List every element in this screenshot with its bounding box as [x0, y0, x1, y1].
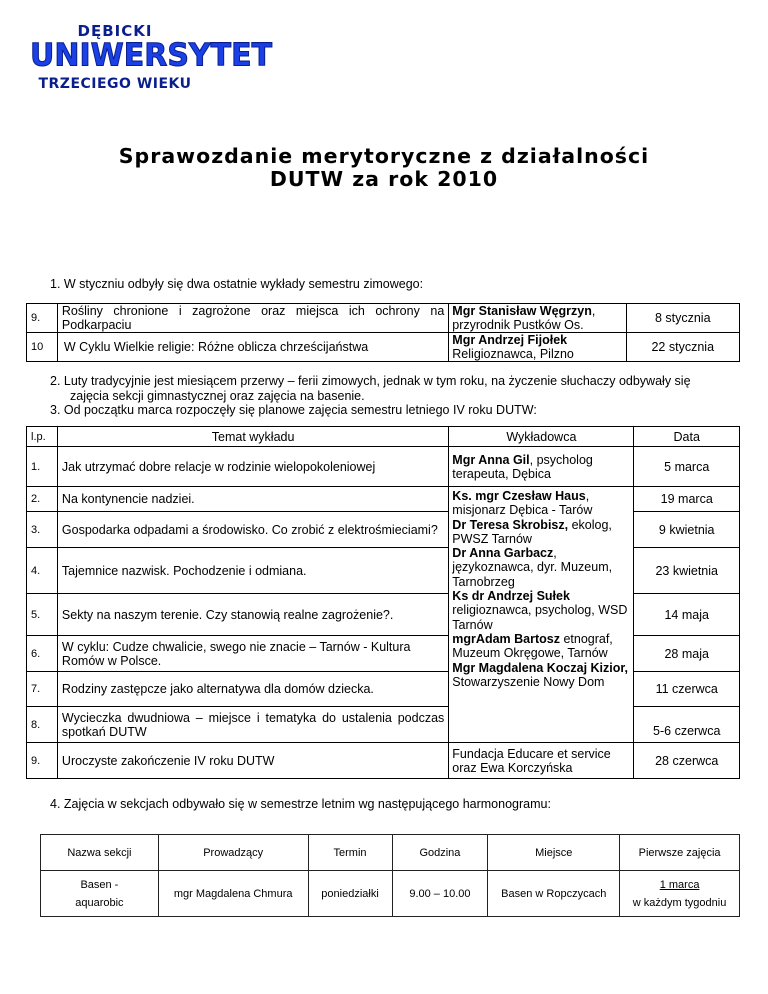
lecturer-details: , psycholog terapeuta, Dębica	[452, 452, 593, 481]
lecturer-name: Mgr Magdalena Koczaj Kizior,	[452, 660, 629, 675]
lecture-topic: Jak utrzymać dobre relacje w rodzinie wielopokoleniowej	[57, 447, 448, 487]
row-number: 9.	[27, 304, 58, 333]
lecture-topic: Sekty na naszym terenie. Czy stanowią realne zagrożenie?.	[57, 594, 448, 636]
row-number: 2.	[27, 487, 58, 512]
item-2-text-cont: zajęcia sekcji gimnastycznej oraz zajęcia na basenie.	[70, 389, 365, 403]
section-leader: mgr Magdalena Chmura	[158, 871, 308, 917]
lecture-date: 11 czerwca	[634, 672, 740, 707]
lecturer-details: Stowarzyszenie Nowy Dom	[452, 674, 605, 689]
lecturer-details: Religioznawca, Pilzno	[452, 347, 574, 361]
lecture-date: 14 maja	[634, 594, 740, 636]
sections-schedule-table	[40, 834, 740, 917]
lecturers-list	[449, 487, 634, 743]
lecturer-details: , językoznawca, dyr. Muzeum, Tarnobrzeg	[452, 546, 613, 589]
table-row	[41, 871, 740, 917]
section-first-class	[620, 871, 740, 917]
lecturer-name: Mgr Stanisław Węgrzyn	[452, 304, 592, 318]
table-header-row	[41, 835, 740, 871]
lecture-topic: Gospodarka odpadami a środowisko. Co zrobić z elektrośmieciami?	[57, 512, 448, 548]
header-place: Miejsce	[488, 835, 620, 871]
lecture-topic: Wycieczka dwudniowa – miejsce i tematyka do ustalenia podczas spotkań DUTW	[57, 707, 448, 743]
table-row	[27, 743, 740, 779]
section-hour: 9.00 – 10.00	[392, 871, 488, 917]
lecturer-name: Ks dr Andrzej Sułek	[452, 589, 570, 604]
january-lectures-table	[26, 303, 740, 362]
row-number: 5.	[27, 594, 58, 636]
row-number: 9.	[27, 743, 58, 779]
section-term: poniedziałki	[308, 871, 392, 917]
item-1-text: 1. W styczniu odbyły się dwa ostatnie wykłady semestru zimowego:	[50, 277, 424, 291]
header-leader: Prowadzący	[158, 835, 308, 871]
lecture-date: 5 marca	[634, 447, 740, 487]
row-number: 7.	[27, 672, 58, 707]
row-number: 6.	[27, 636, 58, 672]
section-place: Basen w Ropczycach	[488, 871, 620, 917]
lecture-date: 5-6 czerwca	[634, 707, 740, 743]
lecturer-name: Ks. mgr Czesław Haus	[452, 489, 586, 503]
table-row	[27, 304, 740, 333]
lecture-topic: W cyklu: Cudze chwalicie, swego nie znacie – Tarnów - Kultura Romów w Polsce.	[57, 636, 448, 672]
lecturer-details: etnograf, Muzeum Okręgowe, Tarnów	[452, 631, 613, 661]
logo	[30, 22, 273, 102]
section-name-line-1: Basen -	[80, 878, 119, 891]
lecture-date: 19 marca	[634, 487, 740, 512]
lecturer	[449, 304, 626, 333]
lecturer-details: ekolog, PWSZ Tarnów	[452, 517, 612, 546]
table-row	[27, 333, 740, 362]
lecturer: Fundacja Educare et service oraz Ewa Korczyńska	[449, 743, 634, 779]
lecturer-name: Dr Teresa Skrobisz,	[452, 517, 569, 532]
table-header-row	[27, 427, 740, 447]
lecturer	[449, 333, 626, 362]
logo-line-2: UNIWERSYTET	[30, 37, 273, 74]
lecture-date: 22 stycznia	[626, 333, 740, 362]
header-first-class: Pierwsze zajęcia	[620, 835, 740, 871]
header-hour: Godzina	[392, 835, 488, 871]
row-number: 4.	[27, 548, 58, 594]
lecture-date: 28 czerwca	[634, 743, 740, 779]
lecturer-details: , przyrodnik Pustków Os.	[452, 304, 596, 332]
lecture-topic: Rośliny chronione i zagrożone oraz miejsca ich ochrony na Podkarpaciu	[57, 304, 448, 333]
lecture-date: 9 kwietnia	[634, 512, 740, 548]
header-date: Data	[634, 427, 740, 447]
lecturer	[449, 447, 634, 487]
header-lecturer: Wykładowca	[449, 427, 634, 447]
lecture-topic: Uroczyste zakończenie IV roku DUTW	[57, 743, 448, 779]
lecture-topic: W Cyklu Wielkie religie: Różne oblicza chrześcijaństwa	[57, 333, 448, 362]
row-number: 1.	[27, 447, 58, 487]
row-number: 10	[27, 333, 58, 362]
row-number: 8.	[27, 707, 58, 743]
lecture-date: 28 maja	[634, 636, 740, 672]
lecture-topic: Rodziny zastępcze jako alternatywa dla domów dziecka.	[57, 672, 448, 707]
table-row	[27, 487, 740, 512]
item-4-text: 4. Zajęcia w sekcjach odbywało się w semestrze letnim wg następującego harmonogramu:	[50, 797, 551, 811]
lecturer-name: Mgr Andrzej Fijołek	[452, 333, 568, 347]
header-term: Termin	[308, 835, 392, 871]
lecture-topic: Na kontynencie nadziei.	[57, 487, 448, 512]
lecture-date: 8 stycznia	[626, 304, 740, 333]
logo-line-3: TRZECIEGO WIEKU	[38, 76, 192, 92]
spring-lectures-table	[26, 426, 740, 779]
lecture-date: 23 kwietnia	[634, 548, 740, 594]
section-name-line-2: aquarobic	[75, 896, 124, 909]
first-class-date: 1 marca	[659, 878, 700, 891]
section-name	[41, 871, 159, 917]
header-section-name: Nazwa sekcji	[41, 835, 159, 871]
lecturer-name: mgrAdam Bartosz	[452, 631, 560, 646]
lecturer-name: Dr Anna Garbacz	[452, 546, 554, 561]
lecturer-details: , misjonarz Dębica - Tarów	[452, 489, 593, 518]
lecturer-details: religioznawca, psycholog, WSD Tarnów	[452, 603, 628, 632]
logo-line-1: DĘBICKI	[77, 22, 153, 40]
header-topic: Temat wykładu	[57, 427, 448, 447]
page-title-line-1: Sprawozdanie merytoryczne z działalności	[118, 144, 650, 168]
lecturer-name: Mgr Anna Gil	[452, 452, 530, 467]
first-class-frequency: w każdym tygodniu	[632, 896, 727, 909]
row-number: 3.	[27, 512, 58, 548]
table-row	[27, 447, 740, 487]
lecture-topic: Tajemnice nazwisk. Pochodzenie i odmiana.	[57, 548, 448, 594]
item-3-text: 3. Od początku marca rozpoczęły się planowe zajęcia semestru letniego IV roku DUTW:	[50, 403, 537, 417]
page-title-line-2: DUTW za rok 2010	[269, 167, 499, 191]
header-lp: l.p.	[27, 427, 58, 447]
item-2-text: 2. Luty tradycyjnie jest miesiącem przerwy – ferii zimowych, jednak w tym roku, na życzenie słuchaczy odbywały się	[50, 374, 691, 388]
